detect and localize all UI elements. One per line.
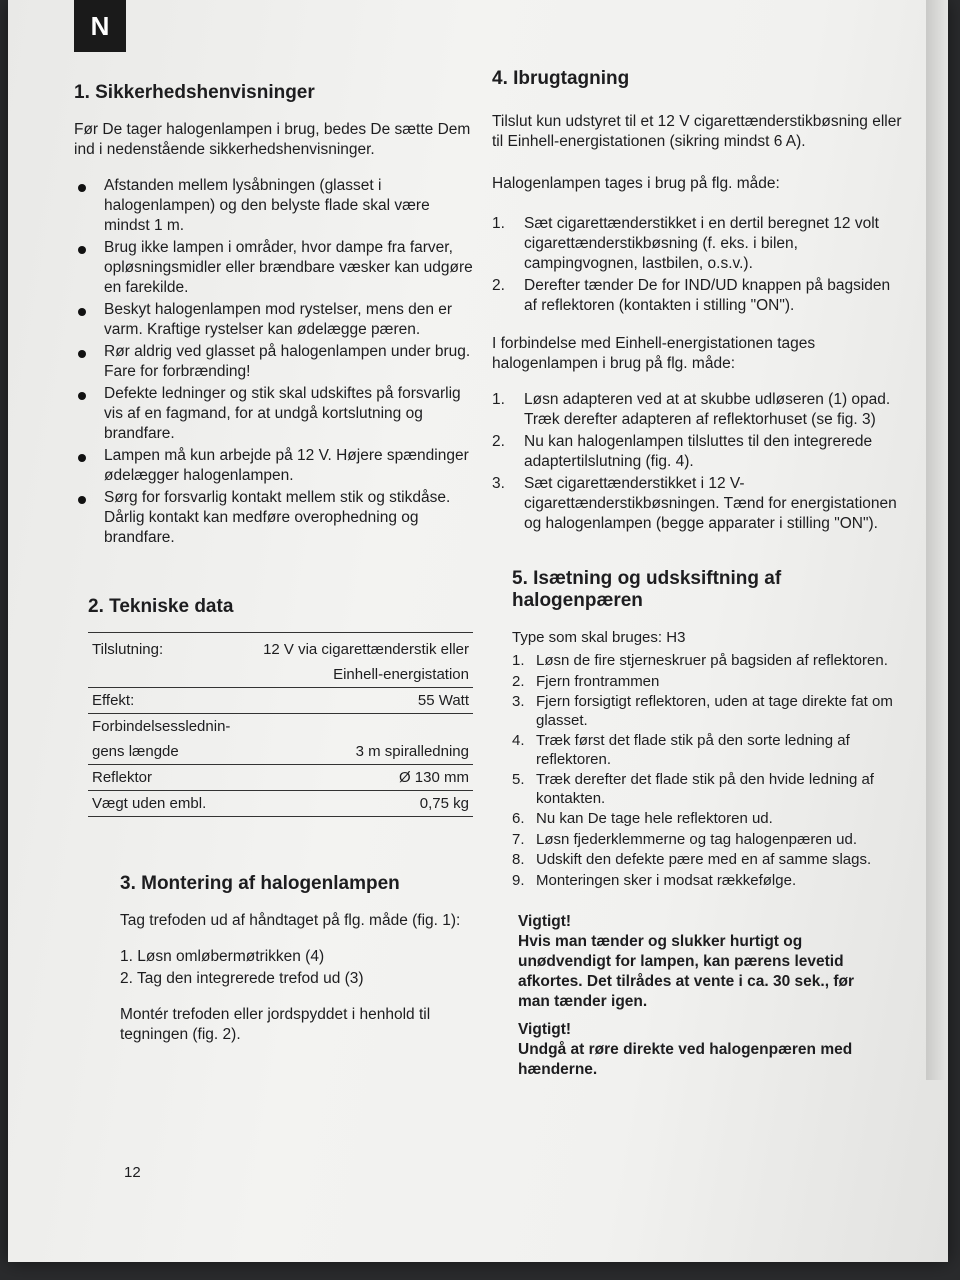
section-3-step-2: 2. Tag den integrerede trefod ud (3) <box>120 970 364 987</box>
list-item: 8. Udskift den defekte pære med en af samme slags. <box>512 851 872 868</box>
bullet-icon <box>78 496 86 504</box>
safety-list <box>74 176 474 548</box>
table-row: Reflektor Ø 130 mm <box>88 765 473 791</box>
section-1-title: 1. Sikkerhedshenvisninger <box>74 82 315 103</box>
warning-1 <box>518 912 878 1012</box>
list-item: 2. Fjern frontrammen <box>512 672 660 690</box>
section-5-title: 5. Isætning og udsksiftning af halogenpæren <box>512 568 782 611</box>
section-4-steps-2 <box>492 390 902 534</box>
list-item: 1. Sæt cigarettænderstikket i en dertil beregnet 12 volt cigarettænderstikbøsning (f. eks. i bilen, campingvognen, lastbilen, o.s.v.). <box>492 215 879 272</box>
bullet-icon <box>78 308 86 316</box>
list-item: Lampen må kun arbejde på 12 V. Højere spændinger ødelægger halogenlampen. <box>74 446 474 486</box>
list-item: 5. Træk derefter det flade stik på den hvide ledning af kontakten. <box>512 771 874 807</box>
section-4-title: 4. Ibrugtagning <box>492 68 630 89</box>
warning-1-heading: Vigtigt! <box>518 913 572 930</box>
section-4-lead-1: Halogenlampen tages i brug på flg. måde: <box>492 175 780 192</box>
list-item: 1. Løsn adapteren ved at at skubbe udløseren (1) opad. Træk derefter adapteren af reflektorhuset (se fig. 3) <box>492 391 891 428</box>
list-item: 3. Fjern forsigtigt reflektoren, uden at tage direkte fat om glasset. <box>512 693 893 729</box>
bulb-type: Type som skal bruges: H3 <box>512 629 686 646</box>
right-column <box>492 68 902 1080</box>
bullet-icon <box>78 454 86 462</box>
list-item: 9. Monteringen sker i modsat rækkefølge. <box>512 871 797 889</box>
list-item: Sørg for forsvarlig kontakt mellem stik og stikdåse. Dårlig kontakt kan medføre overophedning og brandfare. <box>74 488 474 548</box>
bullet-icon <box>78 246 86 254</box>
section-4-steps-1 <box>492 214 902 316</box>
warning-1-text: Hvis man tænder og slukker hurtigt og unødvendigt for lampen, kan pærens levetid afkortes. Det tilrådes at vente i ca. 30 sek., før man tænder igen. <box>518 933 854 1010</box>
section-3-step-1: 1. Løsn omløbermøtrikken (4) <box>120 948 325 965</box>
table-row: gens længde 3 m spiralledning <box>92 743 469 760</box>
section-5-steps <box>512 652 902 890</box>
bullet-icon <box>78 392 86 400</box>
list-item: Rør aldrig ved glasset på halogenlampen under brug. Fare for forbrænding! <box>74 342 474 382</box>
list-item: 7. Løsn fjederklemmerne og tag halogenpæren ud. <box>512 830 858 848</box>
list-item: Defekte ledninger og stik skal udskiftes på forsvarlig vis af en fagmand, for at undgå kortslutning og brandfare. <box>74 384 474 444</box>
warning-2 <box>518 1020 878 1080</box>
list-item: 3. Sæt cigarettænderstikket i 12 V-cigarettænderstikbøsningen. Tænd for energistationen og halogenlampen (begge apparater i stilling "ON"). <box>492 475 897 532</box>
table-row: Forbindelsesslednin- <box>88 714 473 740</box>
list-item: Brug ikke lampen i områder, hvor dampe fra farver, opløsningsmidler eller brændbare væsker kan udgøre en farekilde. <box>74 238 474 298</box>
left-column <box>74 82 474 1061</box>
section-4-lead-2: I forbindelse med Einhell-energistationen tages halogenlampen i brug på flg. måde: <box>492 335 816 372</box>
next-page-edge <box>926 0 948 1080</box>
manual-page <box>8 0 948 1262</box>
table-row: Effekt: 55 Watt <box>88 688 473 714</box>
section-1-intro: Før De tager halogenlampen i brug, bedes De sætte Dem ind i nedenstående sikkerhedshenvisninger. <box>74 121 471 158</box>
warning-2-text: Undgå at røre direkte ved halogenpæren med hænderne. <box>518 1041 853 1078</box>
table-row: Tilslutning: 12 V via cigarettænderstik eller <box>92 641 469 658</box>
table-row: Vægt uden embl. 0,75 kg <box>88 791 473 817</box>
list-item: 2. Derefter tænder De for IND/UD knappen på bagsiden af reflektoren (kontakten i stilling "ON"). <box>492 277 891 314</box>
tech-data-table <box>88 637 473 817</box>
bullet-icon <box>78 184 86 192</box>
language-badge: N <box>74 0 126 52</box>
section-4-intro: Tilslut kun udstyret til et 12 V cigarettænderstikbøsning eller til Einhell-energistationen (sikring mindst 6 A). <box>492 113 902 150</box>
section-2-title: 2. Tekniske data <box>88 596 234 617</box>
page-number: 12 <box>124 1164 141 1181</box>
section-3-intro: Tag trefoden ud af håndtaget på flg. måde (fig. 1): <box>120 912 461 929</box>
section-3-outro: Montér trefoden eller jordspyddet i henhold til tegningen (fig. 2). <box>120 1006 431 1043</box>
table-divider <box>88 632 473 633</box>
list-item: 2. Nu kan halogenlampen tilsluttes til den integrerede adaptertilslutning (fig. 4). <box>492 433 873 470</box>
table-row: Einhell-energistation <box>333 666 469 683</box>
warning-2-heading: Vigtigt! <box>518 1021 572 1038</box>
list-item: Afstanden mellem lysåbningen (glasset i halogenlampen) og den belyste flade skal være mindst 1 m. <box>74 176 474 236</box>
list-item: Beskyt halogenlampen mod rystelser, mens den er varm. Kraftige rystelser kan ødelægge pæren. <box>74 300 474 340</box>
bullet-icon <box>78 350 86 358</box>
list-item: 4. Træk først det flade stik på den sorte ledning af reflektoren. <box>512 732 850 768</box>
list-item: 1. Løsn de fire stjerneskruer på bagsiden af reflektoren. <box>512 652 888 669</box>
section-3-title: 3. Montering af halogenlampen <box>120 873 400 894</box>
list-item: 6. Nu kan De tage hele reflektoren ud. <box>512 810 773 827</box>
